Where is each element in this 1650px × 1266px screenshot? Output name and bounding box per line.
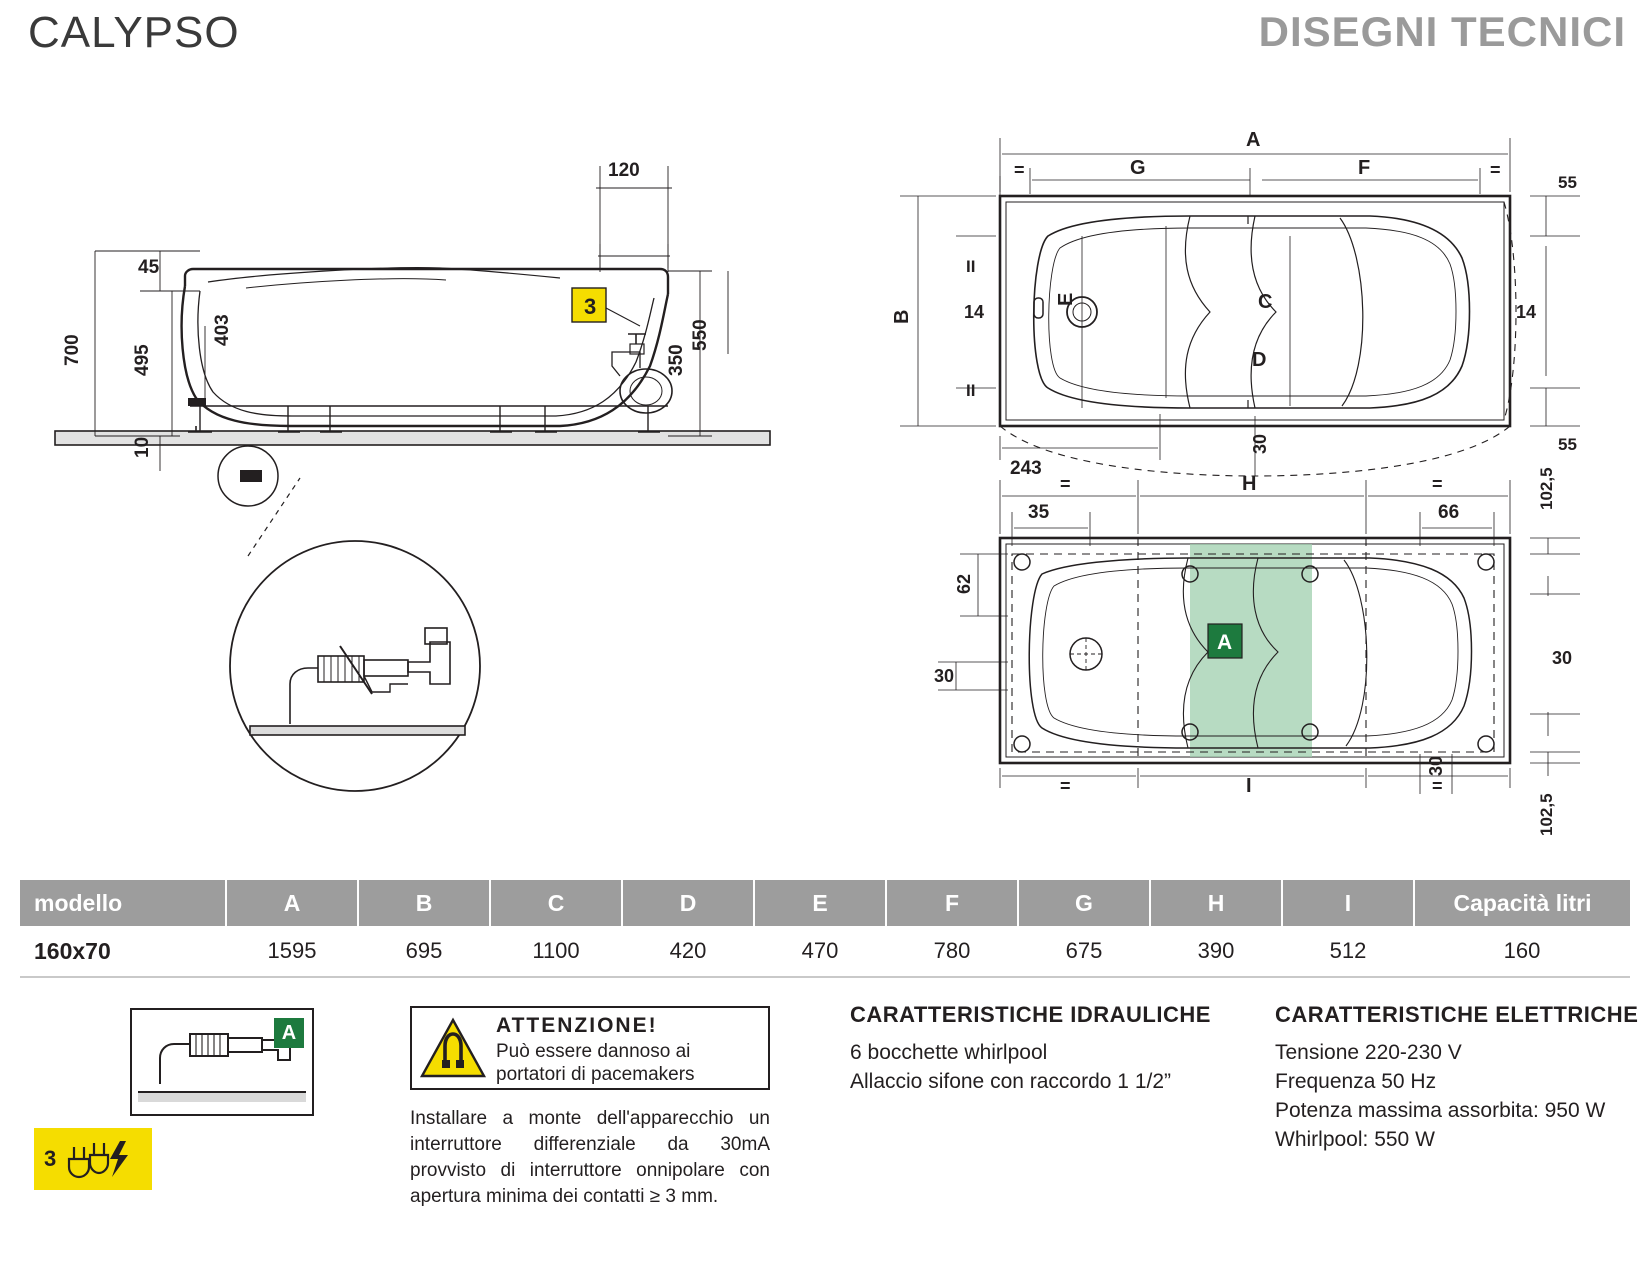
hydraulic-specs (850, 1002, 1250, 1096)
dim-243: 243 (1010, 458, 1042, 479)
table-row (20, 926, 1630, 977)
legend-letter-a: A (274, 1018, 304, 1048)
column-header-d: D (622, 880, 754, 926)
electrical-title: CARATTERISTICHE ELETTRICHE (1275, 1002, 1639, 1027)
attention-body: Installare a monte dell'apparecchio un interruttore differenziale da 30mA provvisto di interruttore onnipolare con apertura minima dei contatti ≥ 3 mm. (410, 1108, 770, 1207)
electrical-line-1: Tensione 220-230 V (1275, 1041, 1462, 1064)
letter-F: F (1358, 157, 1371, 179)
dim-495: 495 (132, 344, 153, 376)
dim-403: 403 (212, 314, 233, 346)
plug-bolt-icon (64, 1137, 134, 1181)
page-title: CALYPSO (28, 8, 240, 57)
hydraulic-title: CARATTERISTICHE IDRAULICHE (850, 1002, 1211, 1027)
cell-a: 1595 (226, 926, 358, 977)
dim-10: 10 (132, 436, 153, 458)
equal-mark-5: = (1060, 776, 1071, 796)
letter-I: I (1246, 775, 1252, 797)
cell-g: 675 (1018, 926, 1150, 977)
column-header-i: I (1282, 880, 1414, 926)
cell-i: 512 (1282, 926, 1414, 977)
attention-title: ATTENZIONE! (496, 1014, 658, 1037)
attention-box (410, 1006, 770, 1090)
bottom-view-drawing (934, 467, 1580, 836)
cell-b: 695 (358, 926, 490, 977)
hydraulic-line-2: Allaccio sifone con raccordo 1 1/2” (850, 1070, 1171, 1093)
equal-mark-6: = (1432, 776, 1443, 796)
electrical-line-4: Whirlpool: 550 W (1275, 1128, 1435, 1151)
dim-700: 700 (62, 334, 83, 366)
table-header-row (20, 880, 1630, 926)
top-view-drawing (891, 129, 1580, 479)
column-header-modello: modello (20, 880, 226, 926)
cell-h: 390 (1150, 926, 1282, 977)
cell-f: 780 (886, 926, 1018, 977)
section-title: DISEGNI TECNICI (1258, 8, 1626, 55)
dim-35: 35 (1028, 502, 1050, 523)
column-header-g: G (1018, 880, 1150, 926)
legend-connection-diagram (130, 1008, 314, 1116)
column-header-c: C (490, 880, 622, 926)
side-view-drawing (55, 160, 770, 791)
dim-30-top: 30 (1250, 433, 1270, 454)
equal-mark-2: = (1490, 160, 1501, 180)
letter-C: C (1258, 291, 1273, 313)
specifications-table (20, 880, 1630, 978)
dim-120: 120 (608, 160, 640, 181)
mark-II-1: II (966, 257, 976, 276)
dim-55-top: 55 (1558, 173, 1577, 192)
dim-102-5-bottom: 102,5 (1537, 793, 1556, 836)
mark-II-2: II (966, 381, 976, 400)
electrical-line-3: Potenza massima assorbita: 950 W (1275, 1099, 1606, 1122)
cell-capacita: 160 (1414, 926, 1630, 977)
column-header-e: E (754, 880, 886, 926)
electrical-line-2: Frequenza 50 Hz (1275, 1070, 1437, 1093)
dim-14-left: 14 (964, 302, 985, 322)
column-header-capacita: Capacità litri (1414, 880, 1630, 926)
pacemaker-warning-icon (418, 1014, 488, 1084)
badge-number: 3 (44, 1146, 57, 1171)
column-header-f: F (886, 880, 1018, 926)
page-header (0, 0, 1650, 76)
technical-drawings (0, 76, 1650, 856)
letter-A: A (1246, 129, 1261, 151)
dim-550: 550 (690, 319, 711, 351)
dim-14-right: 14 (1516, 302, 1537, 322)
column-header-h: H (1150, 880, 1282, 926)
electrical-specs (1275, 1002, 1645, 1154)
legend-floor-line (138, 1091, 306, 1102)
letter-E: E (1055, 292, 1077, 306)
dim-55-bottom: 55 (1558, 435, 1577, 454)
dim-62: 62 (954, 573, 974, 594)
dim-102-5-top: 102,5 (1537, 467, 1556, 510)
dim-30-right: 30 (1552, 648, 1573, 668)
hydraulic-line-1: 6 bocchette whirlpool (850, 1041, 1048, 1064)
dim-30-bottom: 30 (1426, 755, 1446, 776)
page-footer (20, 1000, 1639, 1250)
equal-mark-4: = (1432, 474, 1443, 494)
letter-G: G (1130, 157, 1146, 179)
column-header-b: B (358, 880, 490, 926)
badge-3-electrical (34, 1128, 152, 1190)
callout-badge-3: 3 (584, 294, 597, 319)
zone-label-A: A (1217, 631, 1233, 654)
cell-d: 420 (622, 926, 754, 977)
equal-mark-1: = (1014, 160, 1025, 180)
dim-30-left: 30 (934, 666, 955, 686)
cell-e: 470 (754, 926, 886, 977)
letter-H: H (1242, 473, 1257, 495)
dim-45: 45 (138, 257, 160, 278)
dim-350: 350 (666, 344, 687, 376)
cell-c: 1100 (490, 926, 622, 977)
column-header-a: A (226, 880, 358, 926)
attention-subtitle: Può essere dannoso ai portatori di pacemakers (496, 1041, 695, 1085)
letter-B: B (891, 309, 913, 324)
letter-D: D (1252, 349, 1267, 371)
equal-mark-3: = (1060, 474, 1071, 494)
cell-modello: 160x70 (20, 926, 226, 977)
dim-66: 66 (1438, 502, 1460, 523)
